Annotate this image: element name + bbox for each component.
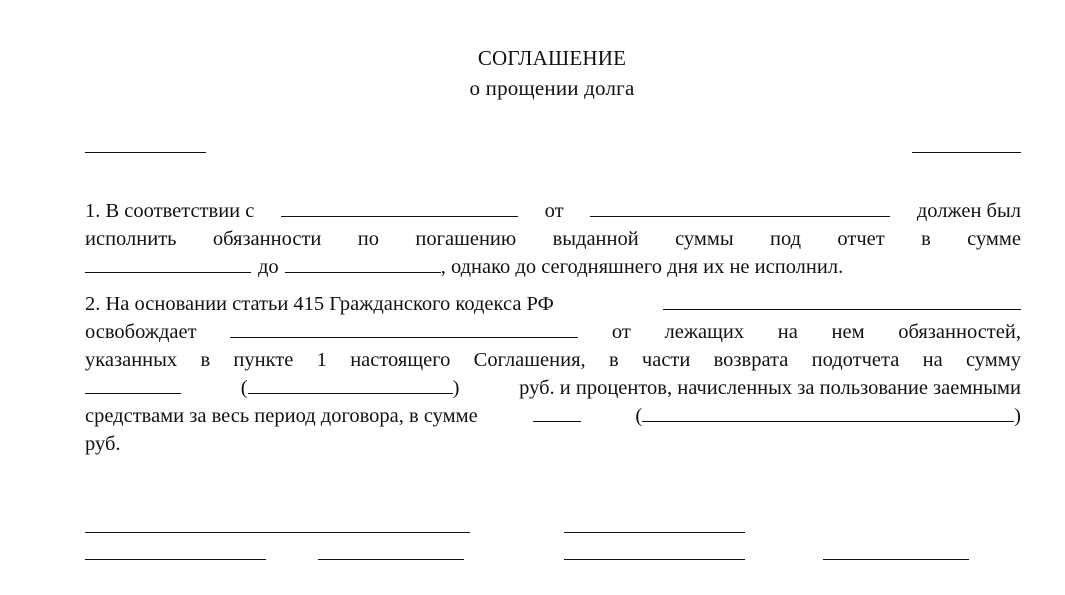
- clause-1-word: отчет: [837, 228, 885, 250]
- party-2-signature-blank: [564, 559, 745, 560]
- clause-2-word: части: [641, 349, 691, 371]
- clause-2-word: указанных: [85, 349, 178, 371]
- clause-2-word: на: [777, 321, 798, 343]
- clause-1-word: под: [769, 228, 802, 250]
- clause-1-word: выданной: [552, 228, 639, 250]
- clause-2-word: обязанностей,: [898, 321, 1021, 343]
- clause-2-interest-words: [635, 402, 1021, 430]
- clause-1-word: погашению: [415, 228, 517, 250]
- clause-2: [85, 290, 1021, 458]
- close-paren: ): [452, 377, 460, 399]
- clause-2-word: сумму: [965, 349, 1021, 371]
- clause-2-word: подотчета: [811, 349, 900, 371]
- clause-1: [85, 197, 1021, 281]
- clause-1-word: в: [921, 228, 931, 250]
- party-2-name-blank: [564, 532, 745, 533]
- debtor-blank: [230, 319, 578, 338]
- clause-2-word: лежащих: [664, 321, 745, 343]
- clause-2-word: возврата: [713, 349, 789, 371]
- close-paren: ): [1014, 405, 1021, 427]
- clause-1-obliged: должен был: [916, 200, 1021, 222]
- open-paren: (: [240, 377, 248, 399]
- advance-sum-blank: [85, 375, 181, 394]
- clause-2-word: в: [608, 349, 619, 371]
- date-blank: [912, 152, 1021, 153]
- clause-2-word: нем: [831, 321, 865, 343]
- party-1-name-blank: [85, 532, 470, 533]
- clause-2-word: в: [200, 349, 211, 371]
- clause-2-interest-text: руб. и процентов, начисленных за пользование заемными: [519, 377, 1021, 399]
- clause-2-word: 1: [316, 349, 327, 371]
- clause-2-currency: руб.: [85, 433, 121, 455]
- contract-blank: [281, 198, 518, 217]
- clause-2-word: от: [611, 321, 631, 343]
- clause-2-period-text: средствами за весь период договора, в сумме: [85, 405, 478, 427]
- place-blank: [85, 152, 206, 153]
- amount-blank: [85, 254, 251, 273]
- clause-1-tail: , однако до сегодняшнего дня их не исполнил.: [440, 256, 844, 278]
- document-title: СОГЛАШЕНИЕ: [477, 46, 627, 70]
- date-of-contract-blank: [590, 198, 890, 217]
- clause-2-releases: освобождает: [85, 321, 197, 343]
- party-1-initials-blank: [318, 559, 464, 560]
- clause-2-sum-words: [241, 374, 460, 402]
- interest-sum-blank: [533, 403, 581, 422]
- party-1-signature-blank: [85, 559, 266, 560]
- creditor-blank: [663, 291, 1021, 310]
- clause-2-word: настоящего: [350, 349, 451, 371]
- clause-1-word: по: [357, 228, 379, 250]
- clause-1-from: от: [544, 200, 564, 222]
- open-paren: (: [635, 405, 643, 427]
- clause-1-word: сумме: [967, 228, 1021, 250]
- clause-1-word: исполнить: [85, 228, 177, 250]
- advance-sum-words-blank: [248, 375, 453, 394]
- clause-1-word: обязанности: [212, 228, 322, 250]
- clause-2-word: Соглашения,: [473, 349, 586, 371]
- clause-2-lead: 2. На основании статьи 415 Гражданского кодекса РФ: [85, 293, 554, 315]
- clause-2-word: пункте: [233, 349, 294, 371]
- clause-2-word: на: [922, 349, 943, 371]
- party-2-initials-blank: [823, 559, 969, 560]
- deadline-blank: [285, 254, 441, 273]
- clause-1-word: суммы: [675, 228, 734, 250]
- interest-sum-words-blank: [642, 403, 1014, 422]
- document-subtitle: о прощении долга: [469, 76, 635, 100]
- clause-1-lead: 1. В соответствии с: [85, 200, 255, 222]
- clause-1-until: до: [258, 256, 279, 278]
